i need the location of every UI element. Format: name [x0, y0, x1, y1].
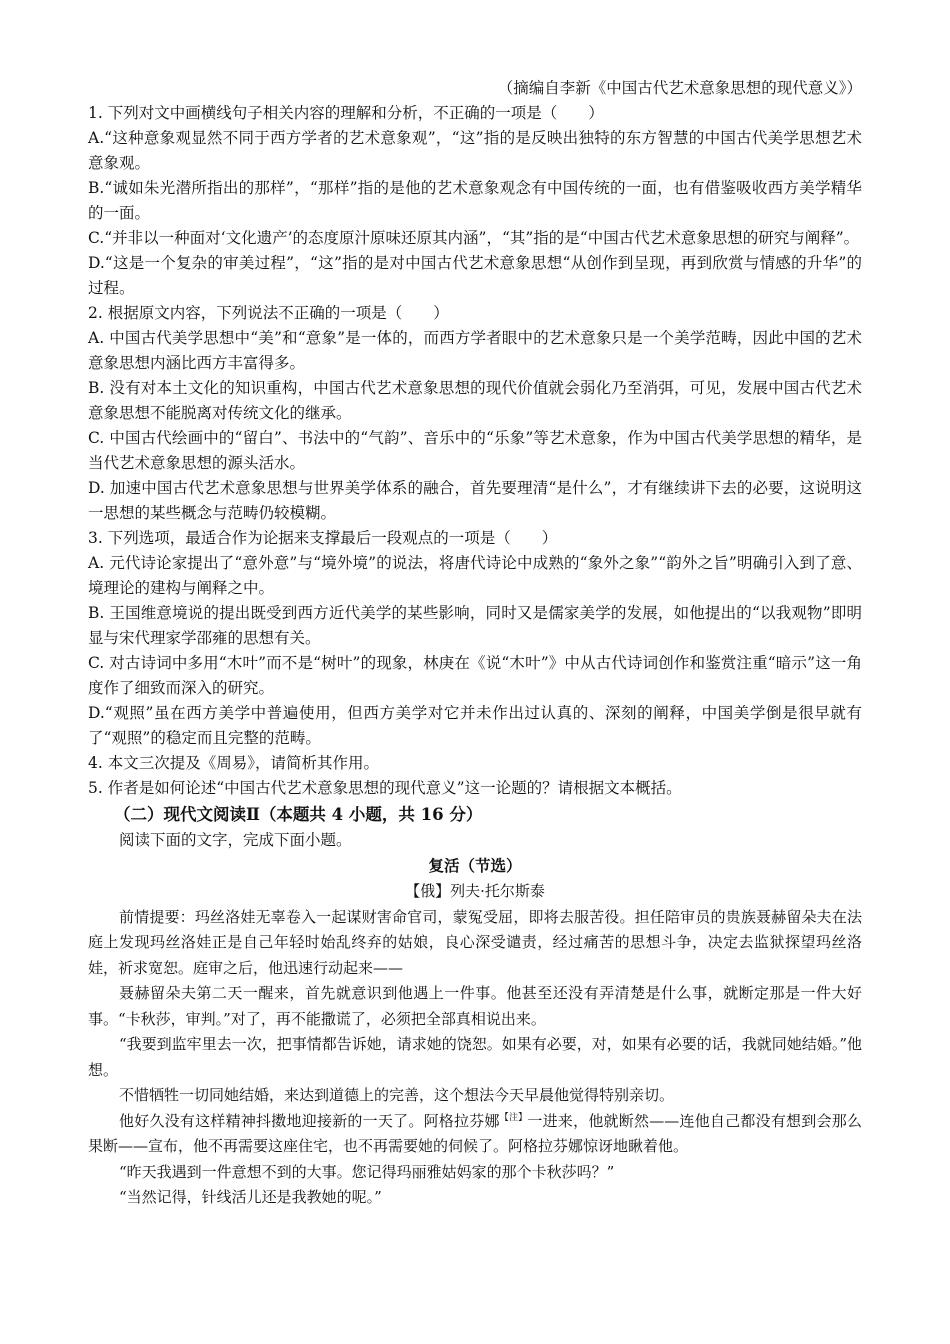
story-paragraph: 前情提要：玛丝洛娃无辜卷入一起谋财害命官司，蒙冤受屈，即将去服苦役。担任陪审员的贵族聂赫留朵夫在法庭上发现玛丝洛娃正是自己年轻时始乱终弃的姑娘，良心深受谴责，经过痛苦的思想斗争，决定去监狱探望玛丝洛娃，祈求宽恕。庭审之后，他迅速行动起来——	[88, 907, 862, 977]
option-c: C. 对古诗词中多用“木叶”而不是“树叶”的现象，林庚在《说“木叶”》中从古代诗词创作和鉴赏注重“暗示”这一角度作了细致而深入的研究。	[88, 654, 862, 697]
section-heading: （二）现代文阅读Ⅱ（本题共 4 小题，共 16 分）	[114, 805, 483, 824]
option-b: B.“诚如朱光潜所指出的那样”，“那样”指的是他的艺术意象观念有中国传统的一面，也有借鉴吸收西方美学精华的一面。	[88, 179, 862, 222]
option-a: A.“这种意象观显然不同于西方学者的艺术意象观”，“这”指的是反映出独特的东方智慧的中国古代美学思想艺术意象观。	[88, 129, 862, 172]
question-stem: 1. 下列对文中画横线句子相关内容的理解和分析，不正确的一项是（ ）	[88, 104, 604, 122]
story-paragraph: 聂赫留朵夫第二天一醒来，首先就意识到他遇上一件事。他甚至还没有弄清楚是什么事，就断定那是一件大好事。“卡秋莎，审判。”对了，再不能撒谎了，必须把全部真相说出来。	[88, 984, 862, 1028]
question-4: 4. 本文三次提及《周易》，请简析其作用。	[88, 754, 379, 772]
option-d: D. 加速中国古代艺术意象思想与世界美学体系的融合，首先要理清“是什么”，才有继续讲下去的必要，这说明这一思想的某些概念与范畴仍较模糊。	[88, 479, 862, 522]
story-paragraph: “当然记得，针线活儿还是我教她的呢。”	[119, 1188, 382, 1206]
story-paragraph	[88, 1109, 862, 1160]
question-3	[88, 526, 862, 751]
question-stem: 2. 根据原文内容，下列说法不正确的一项是（ ）	[88, 304, 449, 322]
section-instruction: 阅读下面的文字，完成下面小题。	[119, 831, 352, 849]
option-a: A. 元代诗论家提出了“意外意”与“境外境”的说法，将唐代诗论中成熟的“象外之象”“韵外之旨”明确引入到了意、境理论的建构与阐释之中。	[88, 554, 862, 597]
question-stem: 3. 下列选项，最适合作为论据来支撑最后一段观点的一项是（ ）	[88, 529, 558, 547]
story-author: 【俄】列夫·托尔斯泰	[405, 882, 545, 900]
footnote-marker: 【注】	[499, 1112, 528, 1123]
option-c: C.“并非以一种面对‘文化遗产’的态度原汁原味还原其内涵”，“其”指的是“中国古代艺术意象思想的研究与阐释”。	[88, 229, 860, 247]
source-citation: （摘编自李新《中国古代艺术意象思想的现代意义》）	[497, 79, 862, 97]
option-d: D.“观照”虽在西方美学中普遍使用，但西方美学对它并未作出过认真的、深刻的阐释，中国美学倒是很早就有了“观照”的稳定而且完整的范畴。	[88, 704, 862, 747]
question-1	[88, 101, 862, 301]
option-b: B. 王国维意境说的提出既受到西方近代美学的某些影响，同时又是儒家美学的发展，如他提出的“以我观物”即明显与宋代理家学邵雍的思想有关。	[88, 604, 862, 647]
question-5: 5. 作者是如何论述“中国古代艺术意象思想的现代意义”这一论题的？请根据文本概括。	[88, 779, 682, 797]
option-c: C. 中国古代绘画中的“留白”、书法中的“气韵”、音乐中的“乐象”等艺术意象，作为中国古代美学思想的精华，是当代艺术意象思想的源头活水。	[88, 429, 862, 472]
story-paragraph: “昨天我遇到一件意想不到的大事。您记得玛丽雅姑妈家的那个卡秋莎吗？”	[119, 1162, 615, 1181]
option-d: D.“这是一个复杂的审美过程”，“这”指的是对中国古代艺术意象思想“从创作到呈现，再到欣赏与情感的升华”的过程。	[88, 254, 862, 297]
story-paragraph: 不惜牺牲一切同她结婚，来达到道德上的完善，这个想法今天早晨他觉得特别亲切。	[119, 1086, 675, 1104]
story-title: 复活（节选）	[428, 856, 522, 875]
story-text: 一进来，他就断然——连他自己都没有想到会那么果断——宣布，他不再需要这座住宅，也不再需要她的伺候了。阿格拉芬娜惊讶地瞅着他。	[88, 1111, 862, 1155]
story-text: 他好久没有这样精神抖擞地迎接新的一天了。阿格拉芬娜	[119, 1111, 500, 1130]
option-a: A. 中国古代美学思想中“美”和“意象”是一体的，而西方学者眼中的艺术意象只是一个美学范畴，因此中国的艺术意象思想内涵比西方丰富得多。	[88, 329, 862, 372]
document-page	[88, 76, 862, 1211]
option-b: B. 没有对本土文化的知识重构，中国古代艺术意象思想的现代价值就会弱化乃至消弭，可见，发展中国古代艺术意象思想不能脱离对传统文化的继承。	[88, 379, 862, 422]
question-2	[88, 301, 862, 526]
story-paragraph: “我要到监牢里去一次，把事情都告诉她，请求她的饶恕。如果有必要，对，如果有必要的话，我就同她结婚。”他想。	[88, 1035, 862, 1079]
